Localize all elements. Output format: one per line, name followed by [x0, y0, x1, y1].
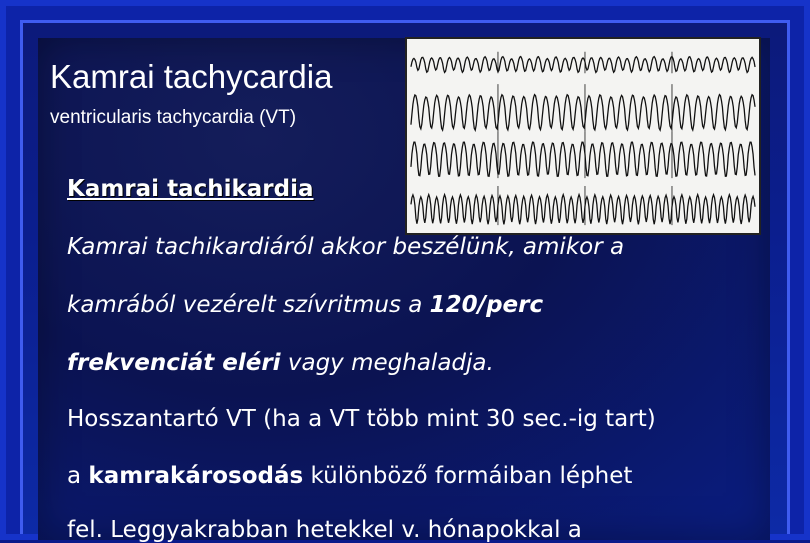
- ecg-strip-image: [405, 37, 761, 235]
- paragraph-1-line-2: [67, 292, 543, 318]
- paragraph-2-line-3: fel. Leggyakrabban hetekkel v. hónapokkal a: [67, 517, 582, 543]
- p2-line2-text-c: különböző formáiban léphet: [303, 463, 633, 489]
- ecg-traces: [407, 39, 759, 233]
- p2-line2-bold: kamrakárosodás: [88, 463, 304, 489]
- p1-line3-text: vagy meghaladja.: [280, 350, 494, 376]
- slide-title: Kamrai tachycardia: [50, 58, 333, 95]
- paragraph-2-line-2: [67, 463, 632, 489]
- ecg-trace-row: [411, 95, 755, 130]
- section-heading: Kamrai tachikardia: [67, 176, 314, 202]
- p1-line3-bold: frekvenciát eléri: [67, 350, 281, 376]
- p1-line2-bold: 120/perc: [429, 292, 544, 318]
- paragraph-1-line-1: Kamrai tachikardiáról akkor beszélünk, amikor a: [67, 234, 625, 260]
- ecg-trace-row: [411, 57, 755, 73]
- paragraph-2-line-1: Hosszantartó VT (ha a VT több mint 30 sec.-ig tart): [67, 406, 656, 432]
- ecg-trace-row: [411, 142, 755, 176]
- paragraph-1-line-3: [67, 350, 494, 376]
- p2-line2-text-a: a: [67, 463, 89, 489]
- p1-line2-text: kamrából vezérelt szívritmus a: [67, 292, 430, 318]
- ecg-trace-row: [411, 195, 755, 225]
- slide-subtitle: ventricularis tachycardia (VT): [50, 107, 297, 128]
